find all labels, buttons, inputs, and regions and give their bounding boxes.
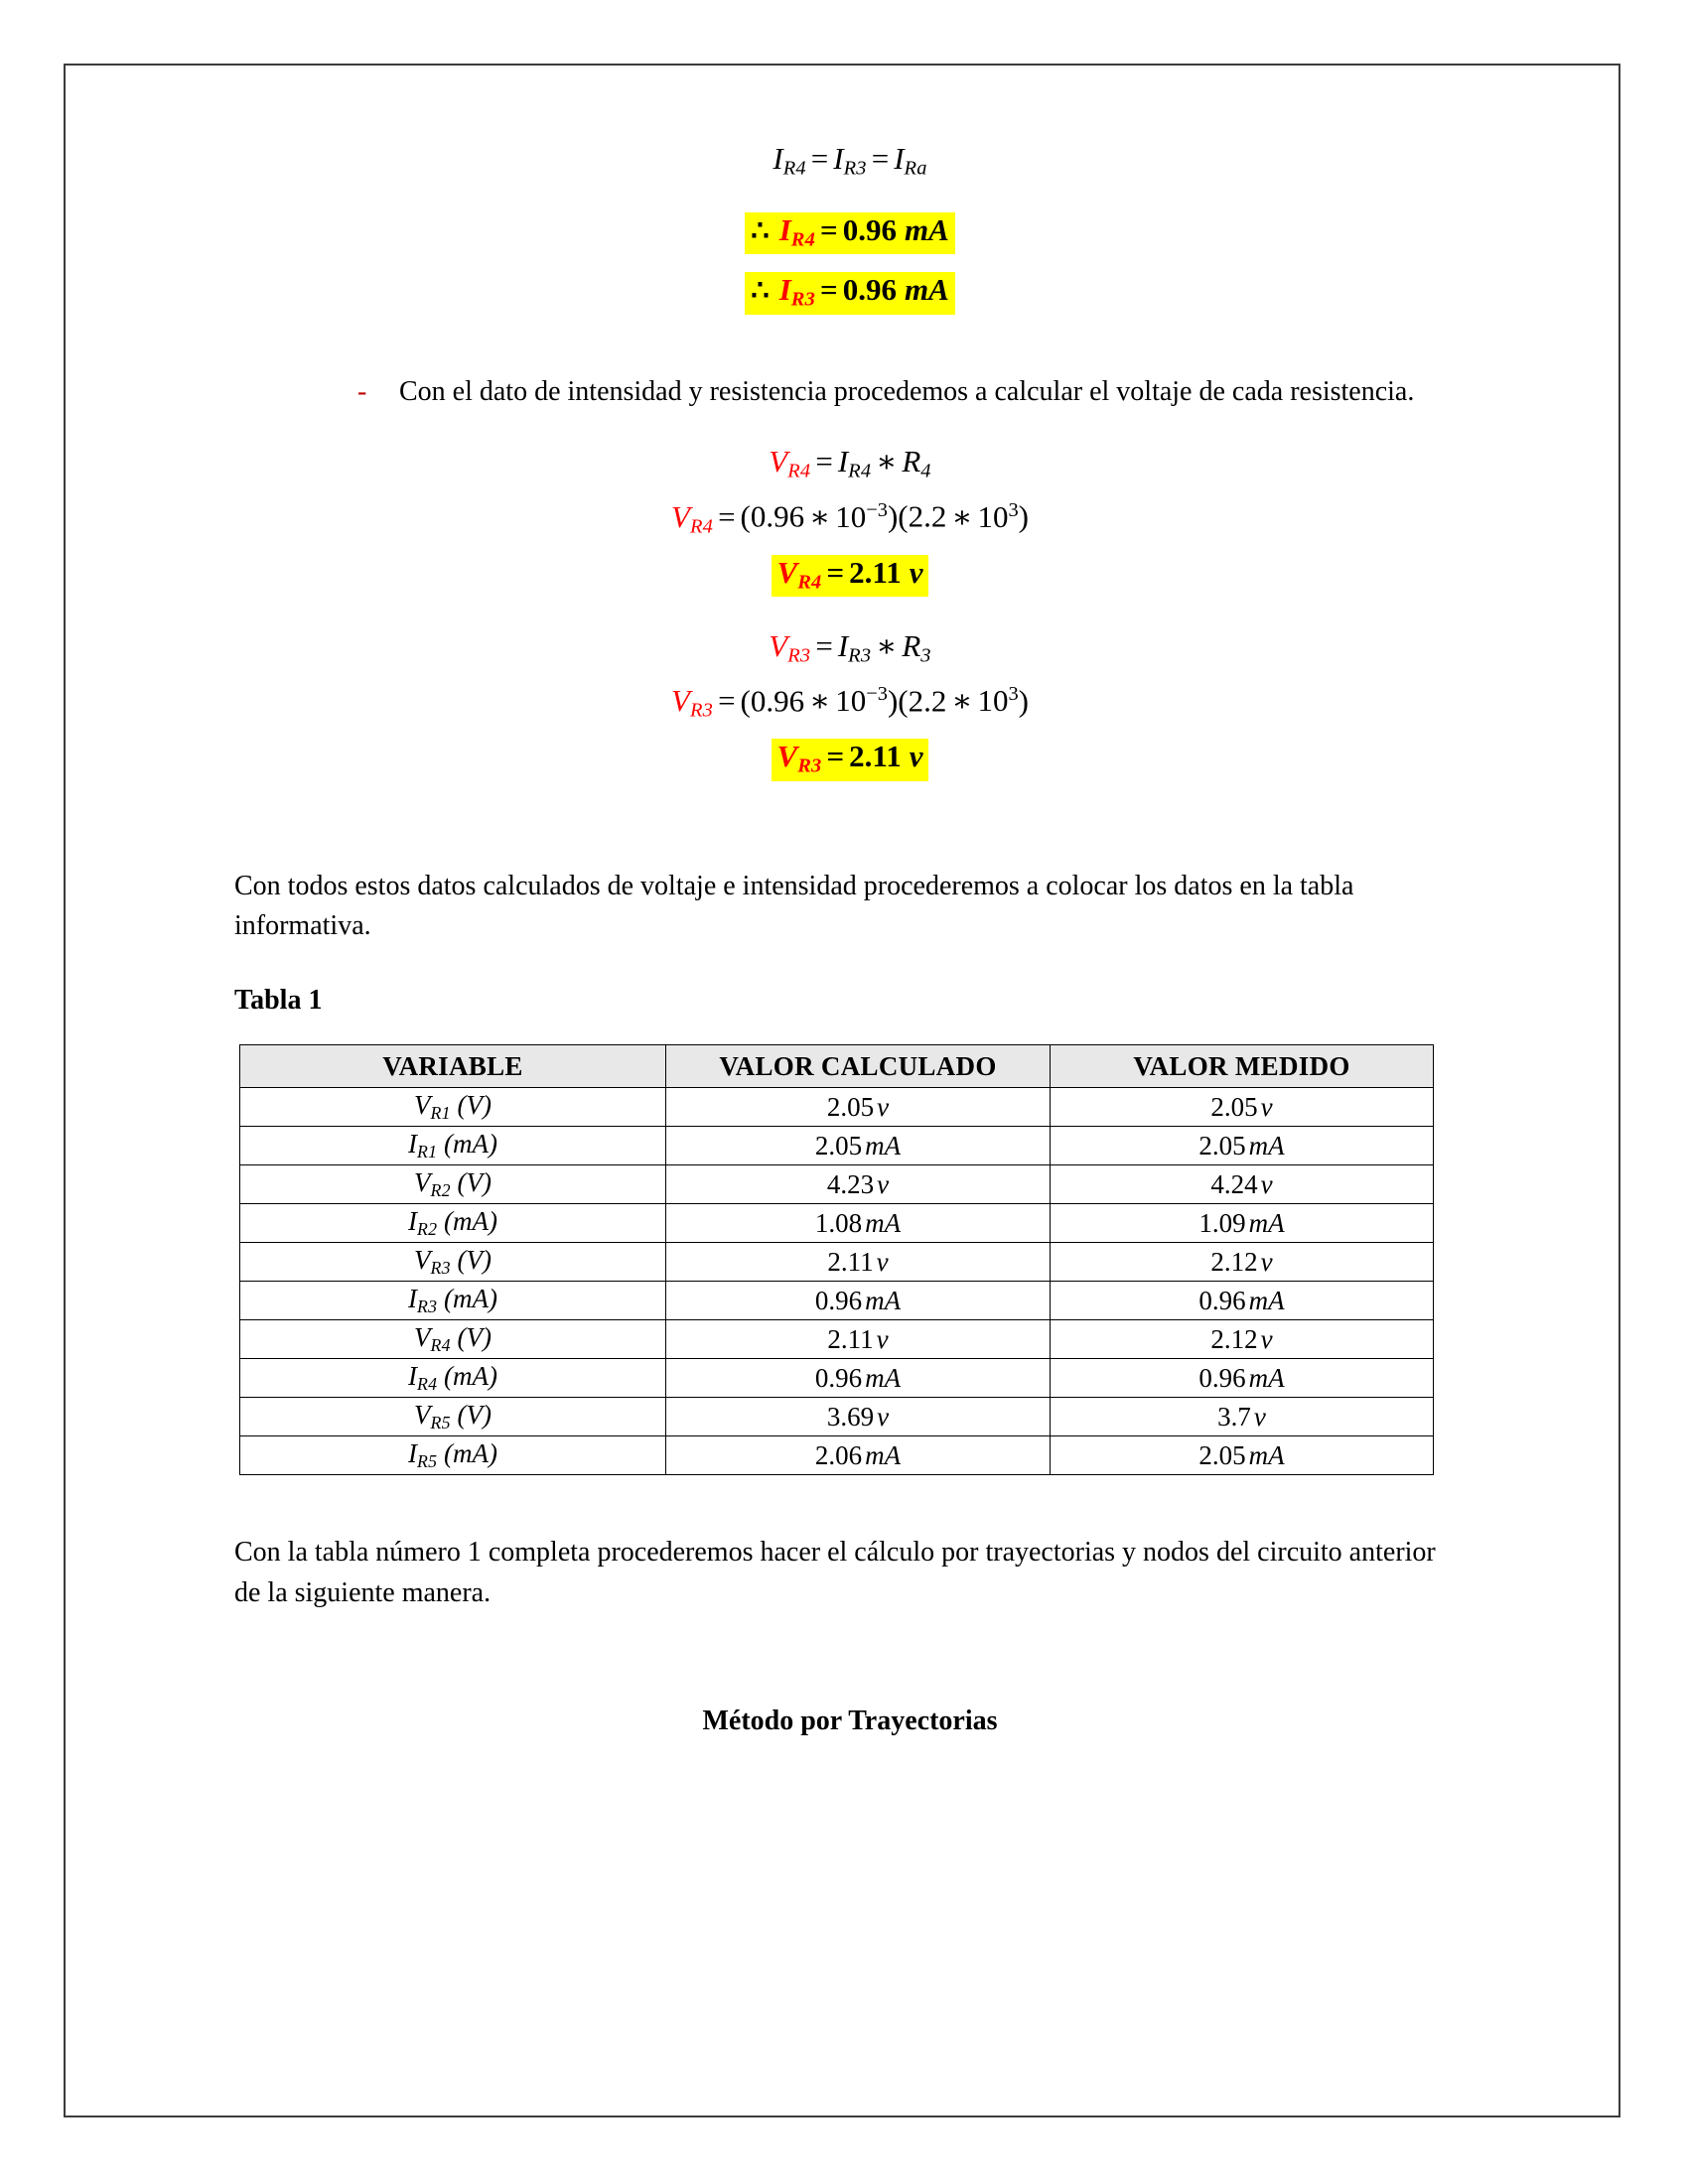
table-header-valor-calculado: VALOR CALCULADO [666,1045,1051,1088]
highlighted-result-ir4 [745,212,955,254]
table-cell-valor-calculado: 4.23 v [666,1165,1051,1204]
math-var-ira: $I_{Ra}$ [894,141,927,180]
math-operator-times: ∗ [876,627,898,663]
table-cell-valor-calculado: 2.06 mA [666,1436,1051,1475]
table-cell-valor-medido: 2.05 v [1051,1088,1434,1127]
math-operator-equals: = [718,683,736,719]
section-heading-metodo-trayectorias: Método por Trayectorias [702,1705,998,1736]
highlighted-result-vr3-row [234,739,1466,780]
paragraph-intro-table: Con todos estos datos calculados de voltaje e intensidad procederemos a colocar los datos en la tabla informativa. [234,870,1354,942]
math-operator-equals: = [815,444,833,479]
table-cell-variable: $I_{R2}$ (mA) [240,1204,666,1243]
result-value-ir3: 0.96 [842,272,897,308]
equation-ir4-ir3-ira [234,143,1466,179]
math-paren-close: ) [1018,683,1029,719]
highlighted-result-vr4-row [234,555,1466,597]
result-unit-ir4: mA [904,212,949,248]
table-cell-variable: $V_{R3}$ (V) [240,1243,666,1282]
page-content [234,135,1466,1737]
table-cell-valor-medido: 0.96 mA [1051,1359,1434,1398]
therefore-symbol: ∴ [751,215,770,248]
equation-vr3-substitution [234,684,1466,721]
math-var-ir3: $I_{R3}$ [833,141,867,180]
table-cell-valor-medido: 3.7 v [1051,1398,1434,1436]
math-var-vr4: $V_{R4}$ [769,444,811,482]
table-row [240,1165,1434,1204]
table-cell-valor-medido: 2.12 v [1051,1243,1434,1282]
table-cell-valor-medido: 2.05 mA [1051,1436,1434,1475]
table-row [240,1243,1434,1282]
table-body [240,1088,1434,1475]
table-header-valor-medido: VALOR MEDIDO [1051,1045,1434,1088]
table-row [240,1359,1434,1398]
table-row [240,1282,1434,1320]
table-cell-variable: $I_{R5}$ (mA) [240,1436,666,1475]
table-cell-variable: $V_{R4}$ (V) [240,1320,666,1359]
highlighted-result-ir4-row [234,212,1466,254]
math-var-ir4: $I_{R4}$ [778,212,816,251]
math-var-vr3: $V_{R3}$ [776,739,822,778]
math-operator-equals: = [826,739,845,774]
math-var-vr3: $V_{R3}$ [769,627,811,667]
table-cell-valor-calculado: 0.96 mA [666,1359,1051,1398]
math-var-r3: $R_3$ [902,627,931,667]
equation-vr3-formula [234,627,1466,667]
math-operator-times: ∗ [876,444,898,479]
math-var-ir3: $I_{R3}$ [837,627,872,667]
table-cell-variable: $V_{R2}$ (V) [240,1165,666,1204]
table-cell-valor-medido: 2.05 mA [1051,1127,1434,1165]
math-var-ir4: $I_{R4}$ [773,141,806,180]
math-paren-close: ) [1018,498,1029,534]
table-row [240,1436,1434,1475]
table-cell-valor-calculado: 2.05 mA [666,1127,1051,1165]
results-table [239,1044,1434,1475]
math-operator-equals: = [820,212,838,248]
table-row [240,1204,1434,1243]
result-value-ir4: 0.96 [842,212,897,248]
table-cell-valor-medido: 1.09 mA [1051,1204,1434,1243]
highlighted-result-vr4 [772,555,929,597]
table-cell-variable: $V_{R5}$ (V) [240,1398,666,1436]
factor2-power: $10^3$ [977,498,1019,534]
table-cell-valor-calculado: 3.69 v [666,1398,1051,1436]
table-cell-valor-medido: 2.12 v [1051,1320,1434,1359]
table-caption: Tabla 1 [234,984,323,1016]
bullet-item-voltaje [357,372,1446,413]
table-row [240,1127,1434,1165]
table-cell-valor-medido: 4.24 v [1051,1165,1434,1204]
factor2-mantissa: 2.2 [908,683,947,719]
table-cell-variable: $I_{R1}$ (mA) [240,1127,666,1165]
table-cell-variable: $V_{R1}$ (V) [240,1088,666,1127]
math-var-vr3: $V_{R3}$ [671,683,714,723]
factor1-power: $10^{-3}$ [835,498,888,534]
equation-vr4-substitution [234,499,1466,536]
math-var-vr4: $V_{R4}$ [671,498,714,538]
math-paren-open: ( [898,498,909,534]
table-cell-valor-calculado: 2.11 v [666,1243,1051,1282]
math-paren-open: ( [898,683,909,719]
bullet-marker: - [357,375,367,407]
table-cell-valor-medido: 0.96 mA [1051,1282,1434,1320]
result-value-vr4: 2.11 [849,554,902,590]
math-var-ir4: $I_{R4}$ [837,444,872,482]
math-operator-times: ∗ [809,498,831,534]
paragraph-after-table: Con la tabla número 1 completa procederemos hacer el cálculo por trayectorias y nodos del circuito anterior de la siguiente manera. [234,1537,1436,1609]
highlighted-result-ir3 [745,272,955,314]
bullet-text: Con el dato de intensidad y resistencia procedemos a calcular el voltaje de cada resistencia. [399,375,1415,407]
factor1-mantissa: 0.96 [750,683,805,719]
highlighted-result-vr3 [772,739,929,780]
table-row [240,1320,1434,1359]
table-cell-variable: $I_{R4}$ (mA) [240,1359,666,1398]
math-var-r4: $R_4$ [902,444,931,482]
table-row [240,1088,1434,1127]
result-unit-vr4: v [909,554,923,590]
math-operator-equals: = [718,498,736,534]
factor2-power: $10^3$ [977,683,1019,719]
table-cell-valor-calculado: 0.96 mA [666,1282,1051,1320]
math-operator-equals: = [820,272,838,308]
factor2-mantissa: 2.2 [908,498,947,534]
math-paren-open: ( [740,498,751,534]
math-operator-equals: = [810,141,829,176]
page-frame [64,64,1620,2117]
math-paren-open: ( [740,683,751,719]
math-operator-equals: = [826,554,845,590]
math-operator-times: ∗ [951,498,973,534]
table-header-variable: VARIABLE [240,1045,666,1088]
result-value-vr3: 2.11 [849,739,902,774]
table-row [240,1398,1434,1436]
math-paren-close: ) [887,683,899,719]
table-cell-valor-calculado: 2.05 v [666,1088,1051,1127]
factor1-mantissa: 0.96 [750,498,805,534]
math-var-vr4: $V_{R4}$ [776,554,822,594]
math-var-ir3: $I_{R3}$ [778,272,816,312]
math-operator-equals: = [815,627,833,663]
math-operator-times: ∗ [809,683,831,719]
math-operator-equals: = [871,141,890,176]
equation-vr4-formula [234,446,1466,481]
result-unit-ir3: mA [904,272,949,308]
math-operator-times: ∗ [951,683,973,719]
result-unit-vr3: v [909,739,923,774]
therefore-symbol: ∴ [751,275,770,308]
highlighted-result-ir3-row [234,272,1466,314]
table-cell-valor-calculado: 1.08 mA [666,1204,1051,1243]
table-header-row [240,1045,1434,1088]
math-paren-close: ) [887,498,899,534]
table-cell-variable: $I_{R3}$ (mA) [240,1282,666,1320]
factor1-power: $10^{-3}$ [835,683,888,719]
table-cell-valor-calculado: 2.11 v [666,1320,1051,1359]
